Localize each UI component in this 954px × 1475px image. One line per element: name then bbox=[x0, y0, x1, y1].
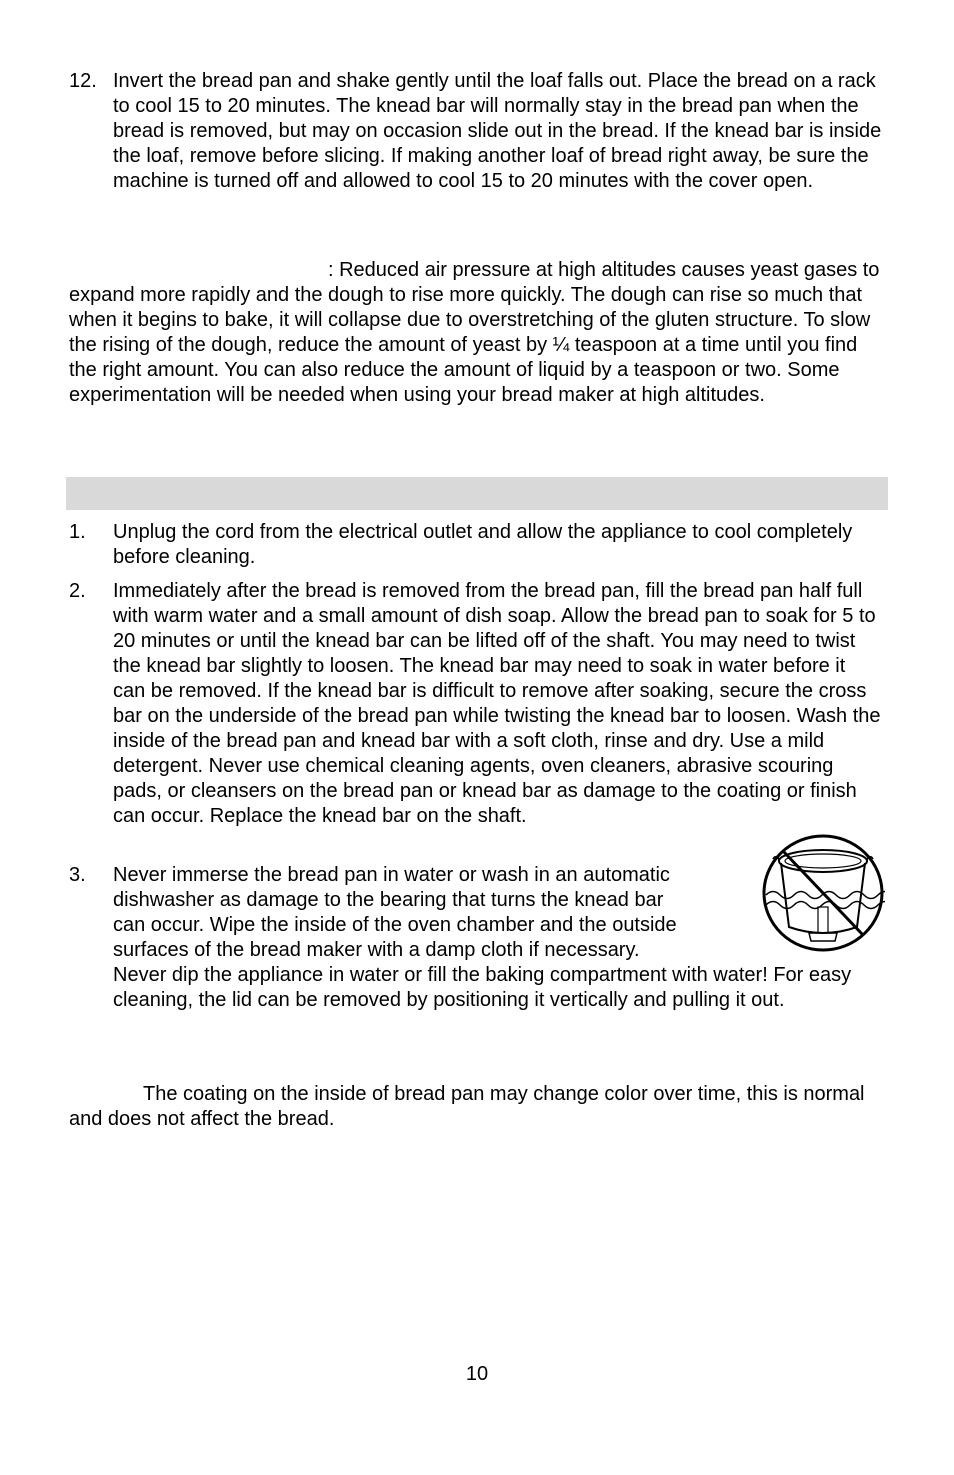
page-number: 10 bbox=[465, 1363, 489, 1385]
high-altitude-paragraph bbox=[69, 258, 889, 408]
coating-note-paragraph bbox=[69, 1082, 889, 1132]
step-number: 12. bbox=[69, 70, 97, 92]
step-text-continuation: Never dip the appliance in water or fill the baking compartment with water! For easy cleaning, the lid can be removed by positioning it vertically and pulling it out. bbox=[113, 964, 852, 1011]
step-text-line: dishwasher as damage to the bearing that turns the knead bar bbox=[113, 889, 664, 911]
high-altitude-text: : Reduced air pressure at high altitudes causes yeast gases to expand more rapidly and the dough to rise more quickly. The dough can rise so much that when it begins to bake, it will collapse due to overstretching of the gluten structure. To slow the rising of the dough, reduce the amount of yeast by ¼ teaspoon at a time until you find the right amount. You can also reduce the amount of liquid by a teaspoon or two. Some experimentation will be needed when using your bread maker at high altitudes. bbox=[69, 259, 880, 406]
no-immerse-icon bbox=[761, 833, 885, 953]
step-text-line: Never immerse the bread pan in water or wash in an automatic bbox=[113, 864, 670, 886]
coating-note-text: The coating on the inside of bread pan may change color over time, this is normal and does not affect the bread. bbox=[69, 1083, 865, 1130]
section-header-bar bbox=[66, 477, 888, 510]
step-number: 3. bbox=[69, 864, 86, 886]
step-number: 2. bbox=[69, 580, 86, 602]
step-number: 1. bbox=[69, 521, 86, 543]
step-text-line: surfaces of the bread maker with a damp cloth if necessary. bbox=[113, 939, 640, 961]
step-text-line: can occur. Wipe the inside of the oven chamber and the outside bbox=[113, 914, 677, 936]
step-text: Invert the bread pan and shake gently until the loaf falls out. Place the bread on a rack to cool 15 to 20 minutes. The knead bar will normally stay in the bread pan when the bread is removed, but may on occasion slide out in the bread. If the knead bar is inside the loaf, remove before slicing. If making another loaf of bread right away, be sure the machine is turned off and allowed to cool 15 to 20 minutes with the cover open. bbox=[113, 70, 882, 192]
step-text: Immediately after the bread is removed from the bread pan, fill the bread pan half full with warm water and a small amount of dish soap. Allow the bread pan to soak for 5 to 20 minutes or until the knead bar can be lifted off of the shaft. You may need to twist the knead bar slightly to loosen. The knead bar may need to soak in water before it can be removed. If the knead bar is difficult to remove after soaking, secure the cross bar on the underside of the bread pan while twisting the knead bar to loosen. Wash the inside of the bread pan and knead bar with a soft cloth, rinse and dry. Use a mild detergent. Never use chemical cleaning agents, oven cleaners, abrasive scouring pads, or cleansers on the bread pan or knead bar as damage to the coating or finish can occur. Replace the knead bar on the shaft. bbox=[113, 580, 881, 827]
step-text: Unplug the cord from the electrical outlet and allow the appliance to cool completely before cleaning. bbox=[113, 521, 853, 568]
